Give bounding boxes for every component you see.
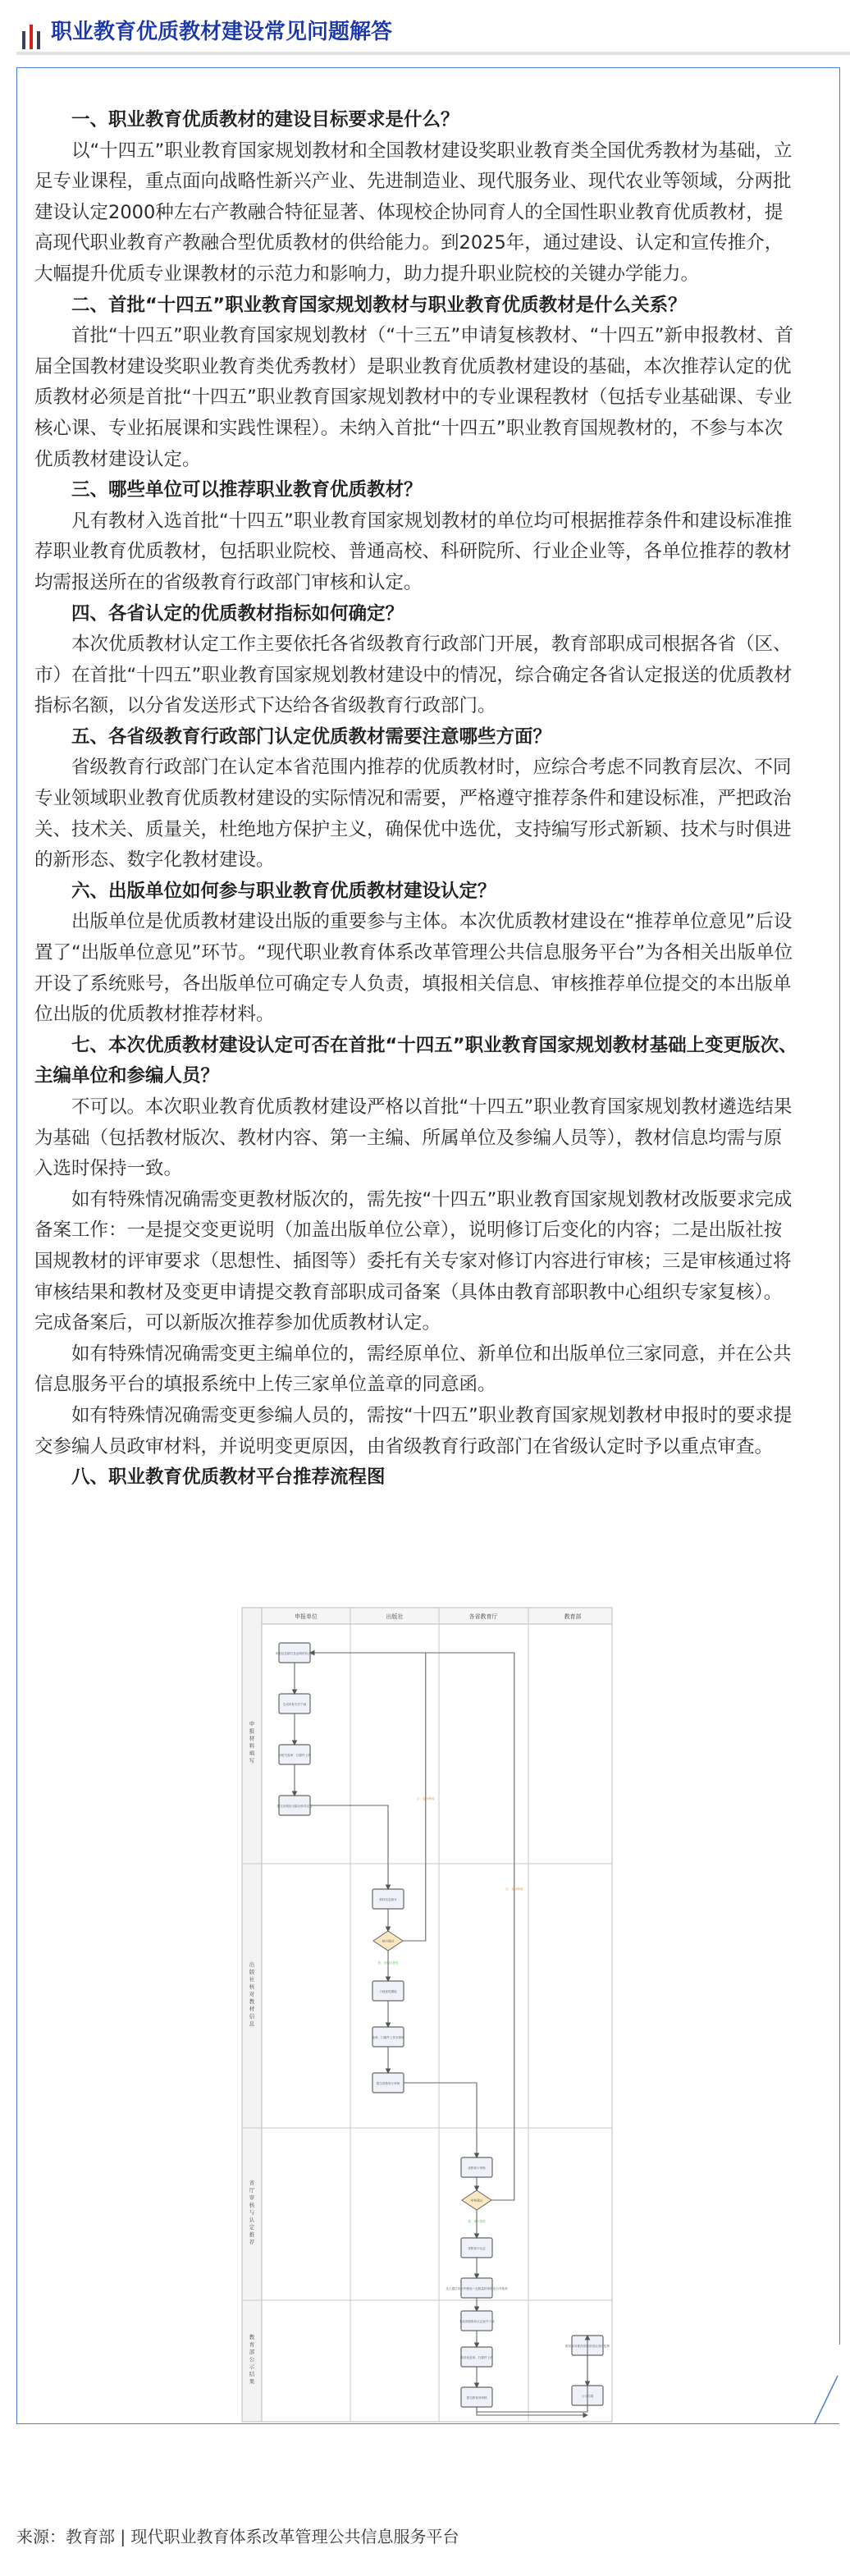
section-paragraph: 首批“十四五”职业教育国家规划教材（“十三五”申请复核教材、“十四五”新申报教材、首届全国教材建设奖职业教育类优秀教材）是职业教育优质教材建设的基础，本次推荐认定的优质教材必须是首批“十四五”职业教育国家规划教材中的专业课程教材（包括专业基础课、专业核心课、专业拓展课和实践性课程）。未纳入首批“十四五”职业教育国规教材的，不参与本次优质教材建设认定。 <box>34 325 793 470</box>
decision-label: 核对通过 <box>382 1939 395 1943</box>
section-paragraph: 省级教育行政部门在认定本省范围内推荐的优质教材时，应综合考虑不同教育层次、不同专业领域职业教育优质教材建设的实际情况和需要，严格遵守推荐条件和建设标准，严把政治关、技术关、质量关，杜绝地方保护主义，确保优中选优，支持编写形式新颖、技术与时俱进的新形态、数字化教材建设。 <box>34 757 792 872</box>
column-header: 申报单位 <box>295 1613 318 1620</box>
section-paragraph: 如有特殊情况确需变更主编单位的，需经原单位、新单位和出版单位三家同意，并在公共信息服务平台的填报系统中上传三家单位盖章的同意函。 <box>34 1343 792 1396</box>
section-heading: 五、各省级教育行政部门认定优质教材需要注意哪些方面？ <box>71 725 552 748</box>
flow-node-label: 提交至相应出版社核对信息 <box>276 1805 313 1808</box>
edge-label: 是，出版社意见 <box>377 1961 399 1965</box>
flow-node-label: 生成申报书并下载 <box>282 1703 307 1706</box>
flow-node-label: 提交教育部审核 <box>466 2396 487 2400</box>
bar-chart-logo-icon <box>22 23 43 49</box>
flow-node-label: 提交省教育厅审核 <box>376 2082 400 2085</box>
folded-corner-decoration <box>810 2376 839 2425</box>
section-paragraph: 出版单位是优质教材建设出版的重要参与主体。本次优质教材建设在“推荐单位意见”后设置了“出版单位意见”环节。“现代职业教育体系改革管理公共信息服务平台”为各相关出版单位开设了系统账号，各出版单位可确定专人负责，填报相关信息、审核推荐单位提交的本出版单位出版的优质教材推荐材料。 <box>34 911 793 1026</box>
section-paragraph: 如有特殊情况确需变更参编人员的，需按“十四五”职业教育国家规划教材申报时的要求提交参编人员政审材料，并说明变更原因，由省级教育行政部门在省级认定时予以重点审查。 <box>34 1404 793 1457</box>
column-header: 出版社 <box>386 1613 404 1620</box>
edge-label: 否，退回修改 <box>417 1797 435 1800</box>
section-heading: 一、职业教育优质教材的建设目标要求是什么？ <box>71 109 459 130</box>
lane-label: 申报材料填写 <box>249 1720 255 1764</box>
section-paragraph: 以“十四五”职业教育国家规划教材和全国教材建设奖职业教育类全国优秀教材为基础，立足专业课程，重点面向战略性新兴产业、先进制造业、现代服务业、现代农业等领域，分两批建设认定2000种左右产教融合特征显著、体现校企协同育人的全国性职业教育优质教材，提高现代职业教育产教融合型优质教材的供给能力。到2025年，通过建设、认定和宣传推介，大幅提升优质专业课教材的示范力和影响力，助力提升职业院校的关键办学能力。 <box>34 140 793 285</box>
edge-label: 是，省厅推荐 <box>468 2220 486 2223</box>
section-heading: 四、各省认定的优质教材指标如何确定？ <box>71 602 404 625</box>
lane-label: 教育部公示结果 <box>249 2334 255 2385</box>
section-paragraph: 如有特殊情况确需变更教材版次的，需先按“十四五”职业教育国家规划教材改版要求完成备案工作：一是提交变更说明（加盖出版单位公章），说明修订后变化的内容；二是出版社按国规教材的评审要求（思想性、插图等）委托有关专家对修订内容进行审核；三是审核通过将审核结果和教材及变更申请提交教育部职成司备案（具体由教育部职教中心组织专家复核）。完成备案后，可以新版次推荐参加优质教材认定。 <box>34 1188 793 1334</box>
page-title: 职业教育优质教材建设常见问题解答 <box>51 20 393 44</box>
flowchart <box>237 1603 613 2443</box>
decision-label: 审核通过 <box>470 2199 483 2203</box>
lane-label: 出版社核对教材信息 <box>249 1961 255 2027</box>
section-heading: 三、哪些单位可以推荐职业教育优质教材？ <box>71 479 423 501</box>
flow-node-label: 申报书盖章、扫描件上传 <box>278 1754 311 1757</box>
flowchart-frame <box>242 1608 612 2422</box>
article-body <box>34 105 797 1494</box>
section-heading: 八、职业教育优质教材平台推荐流程图 <box>71 1466 386 1489</box>
section-heading: 七、本次优质教材建设认定可否在首批“十四五”职业教育国家规划教材基础上变更版次、主编单位和参编人员？ <box>34 1034 797 1087</box>
section-heading: 六、出版单位如何参与职业教育优质教材建设认定？ <box>71 880 496 902</box>
page-header <box>0 0 850 54</box>
flow-node-label: 申报信息填写及证明材料上传 <box>275 1652 314 1655</box>
flow-node-label: 教育部对推荐省推荐项目进行复核 <box>565 2345 610 2348</box>
column-header: 各省教育厅 <box>468 1613 498 1620</box>
flow-node-label: 推荐表盖章、扫描件上传 <box>460 2356 493 2359</box>
flow-node-label: 教材信息核对 <box>379 1898 397 1901</box>
header-divider <box>16 52 850 55</box>
source-credit: 来源：教育部 | 现代职业教育体系改革管理公共信息服务平台 <box>16 2527 459 2546</box>
section-paragraph: 不可以。本次职业教育优质教材建设严格以首批“十四五”职业教育国家规划教材遴选结果为基础（包括教材版次、教材内容、第一主编、所属单位及参编人员等），教材信息均需与原入选时保持一致。 <box>34 1096 793 1180</box>
flow-node-label: 公示结果 <box>581 2395 594 2398</box>
section-paragraph: 凡有教材入选首批“十四五”职业教育国家规划教材的单位均可根据推荐条件和建设标准推荐职业教育优质教材，包括职业院校、普通高校、科研院所、行业企业等，各单位推荐的教材均需报送所在的省级教育行政部门审核和认定。 <box>34 510 793 593</box>
flow-node-label: 从已通过项目中筛选一定数量的申报项目并推荐 <box>446 2287 508 2290</box>
flow-node-label: 下载意见模板 <box>379 1990 397 1993</box>
edge-label: 否，退回修改 <box>505 1887 523 1891</box>
flow-node-label: 省教育厅认定 <box>468 2247 486 2250</box>
column-header: 教育部 <box>564 1613 582 1620</box>
lane-label: 省厅审核与认定推荐 <box>249 2180 255 2245</box>
section-paragraph: 本次优质教材认定工作主要依托各省级教育行政部门开展，教育部职成司根据各省（区、市）在首批“十四五”职业教育国家规划教材建设中的情况，综合确定各省认定报送的优质教材指标名额，以分省发送形式下达给各省级教育行政部门。 <box>34 634 793 717</box>
flow-node-label: 盖章、扫描件上传至系统 <box>372 2036 404 2039</box>
section-heading: 二、首批“十四五”职业教育国家规划教材与职业教育优质教材是什么关系？ <box>71 294 687 316</box>
flow-node-label: 省教育厅审核 <box>468 2166 486 2170</box>
flow-node-label: 生成省级推荐认定表并下载 <box>459 2320 495 2323</box>
